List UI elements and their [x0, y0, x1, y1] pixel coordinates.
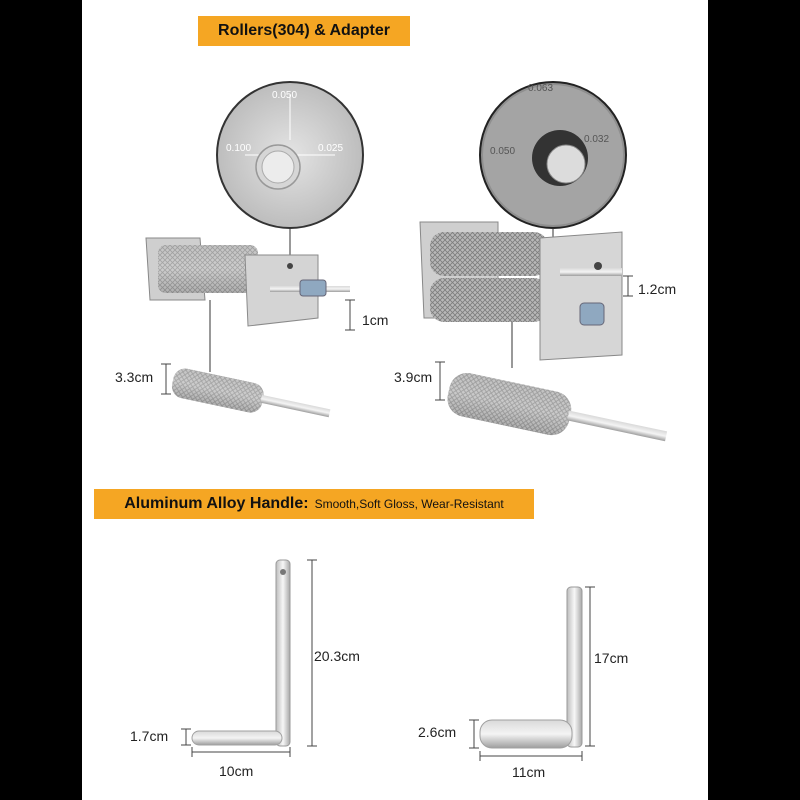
right-thickness-dial — [480, 82, 626, 228]
handle-a — [192, 560, 290, 746]
small-roller-diameter-dimension: 3.3cm — [115, 369, 154, 385]
handle-title: Aluminum Alloy Handle: — [124, 495, 309, 512]
large-roller-shaft-dimension: 1.2cm — [638, 281, 677, 297]
small-roller — [170, 366, 333, 429]
right-dial-label-right: 0.032 — [584, 134, 610, 145]
handle-a-grip-dimension: 1.7cm — [130, 728, 169, 744]
handle-b-grip-dimension: 2.6cm — [418, 724, 457, 740]
rollers-adapter-banner — [198, 16, 410, 46]
left-dial-label-top: 0.050 — [272, 90, 298, 101]
handle-a-width-dimension: 10cm — [219, 763, 254, 779]
large-roller-diameter-dimension: 3.9cm — [394, 369, 433, 385]
small-roller-shaft-dimension: 1cm — [362, 312, 389, 328]
right-dial-label-top: 0.063 — [528, 83, 554, 94]
handle-subtitle: Smooth,Soft Gloss, Wear-Resistant — [314, 497, 504, 511]
small-roller-assembly — [146, 238, 350, 326]
right-dial-label-left: 0.050 — [490, 146, 516, 157]
rollers-title: Rollers(304) & Adapter — [218, 22, 390, 39]
large-roller — [444, 370, 670, 459]
handle-b-width-dimension: 11cm — [512, 764, 546, 780]
handle-b — [480, 587, 582, 748]
handle-a-height-dimension: 20.3cm — [314, 648, 360, 664]
left-thickness-dial — [217, 82, 363, 228]
handle-b-height-dimension: 17cm — [594, 650, 629, 666]
large-roller-assembly — [420, 222, 622, 360]
handle-banner — [94, 489, 534, 519]
left-dial-label-right: 0.025 — [318, 143, 344, 154]
left-dial-label-left: 0.100 — [226, 143, 252, 154]
